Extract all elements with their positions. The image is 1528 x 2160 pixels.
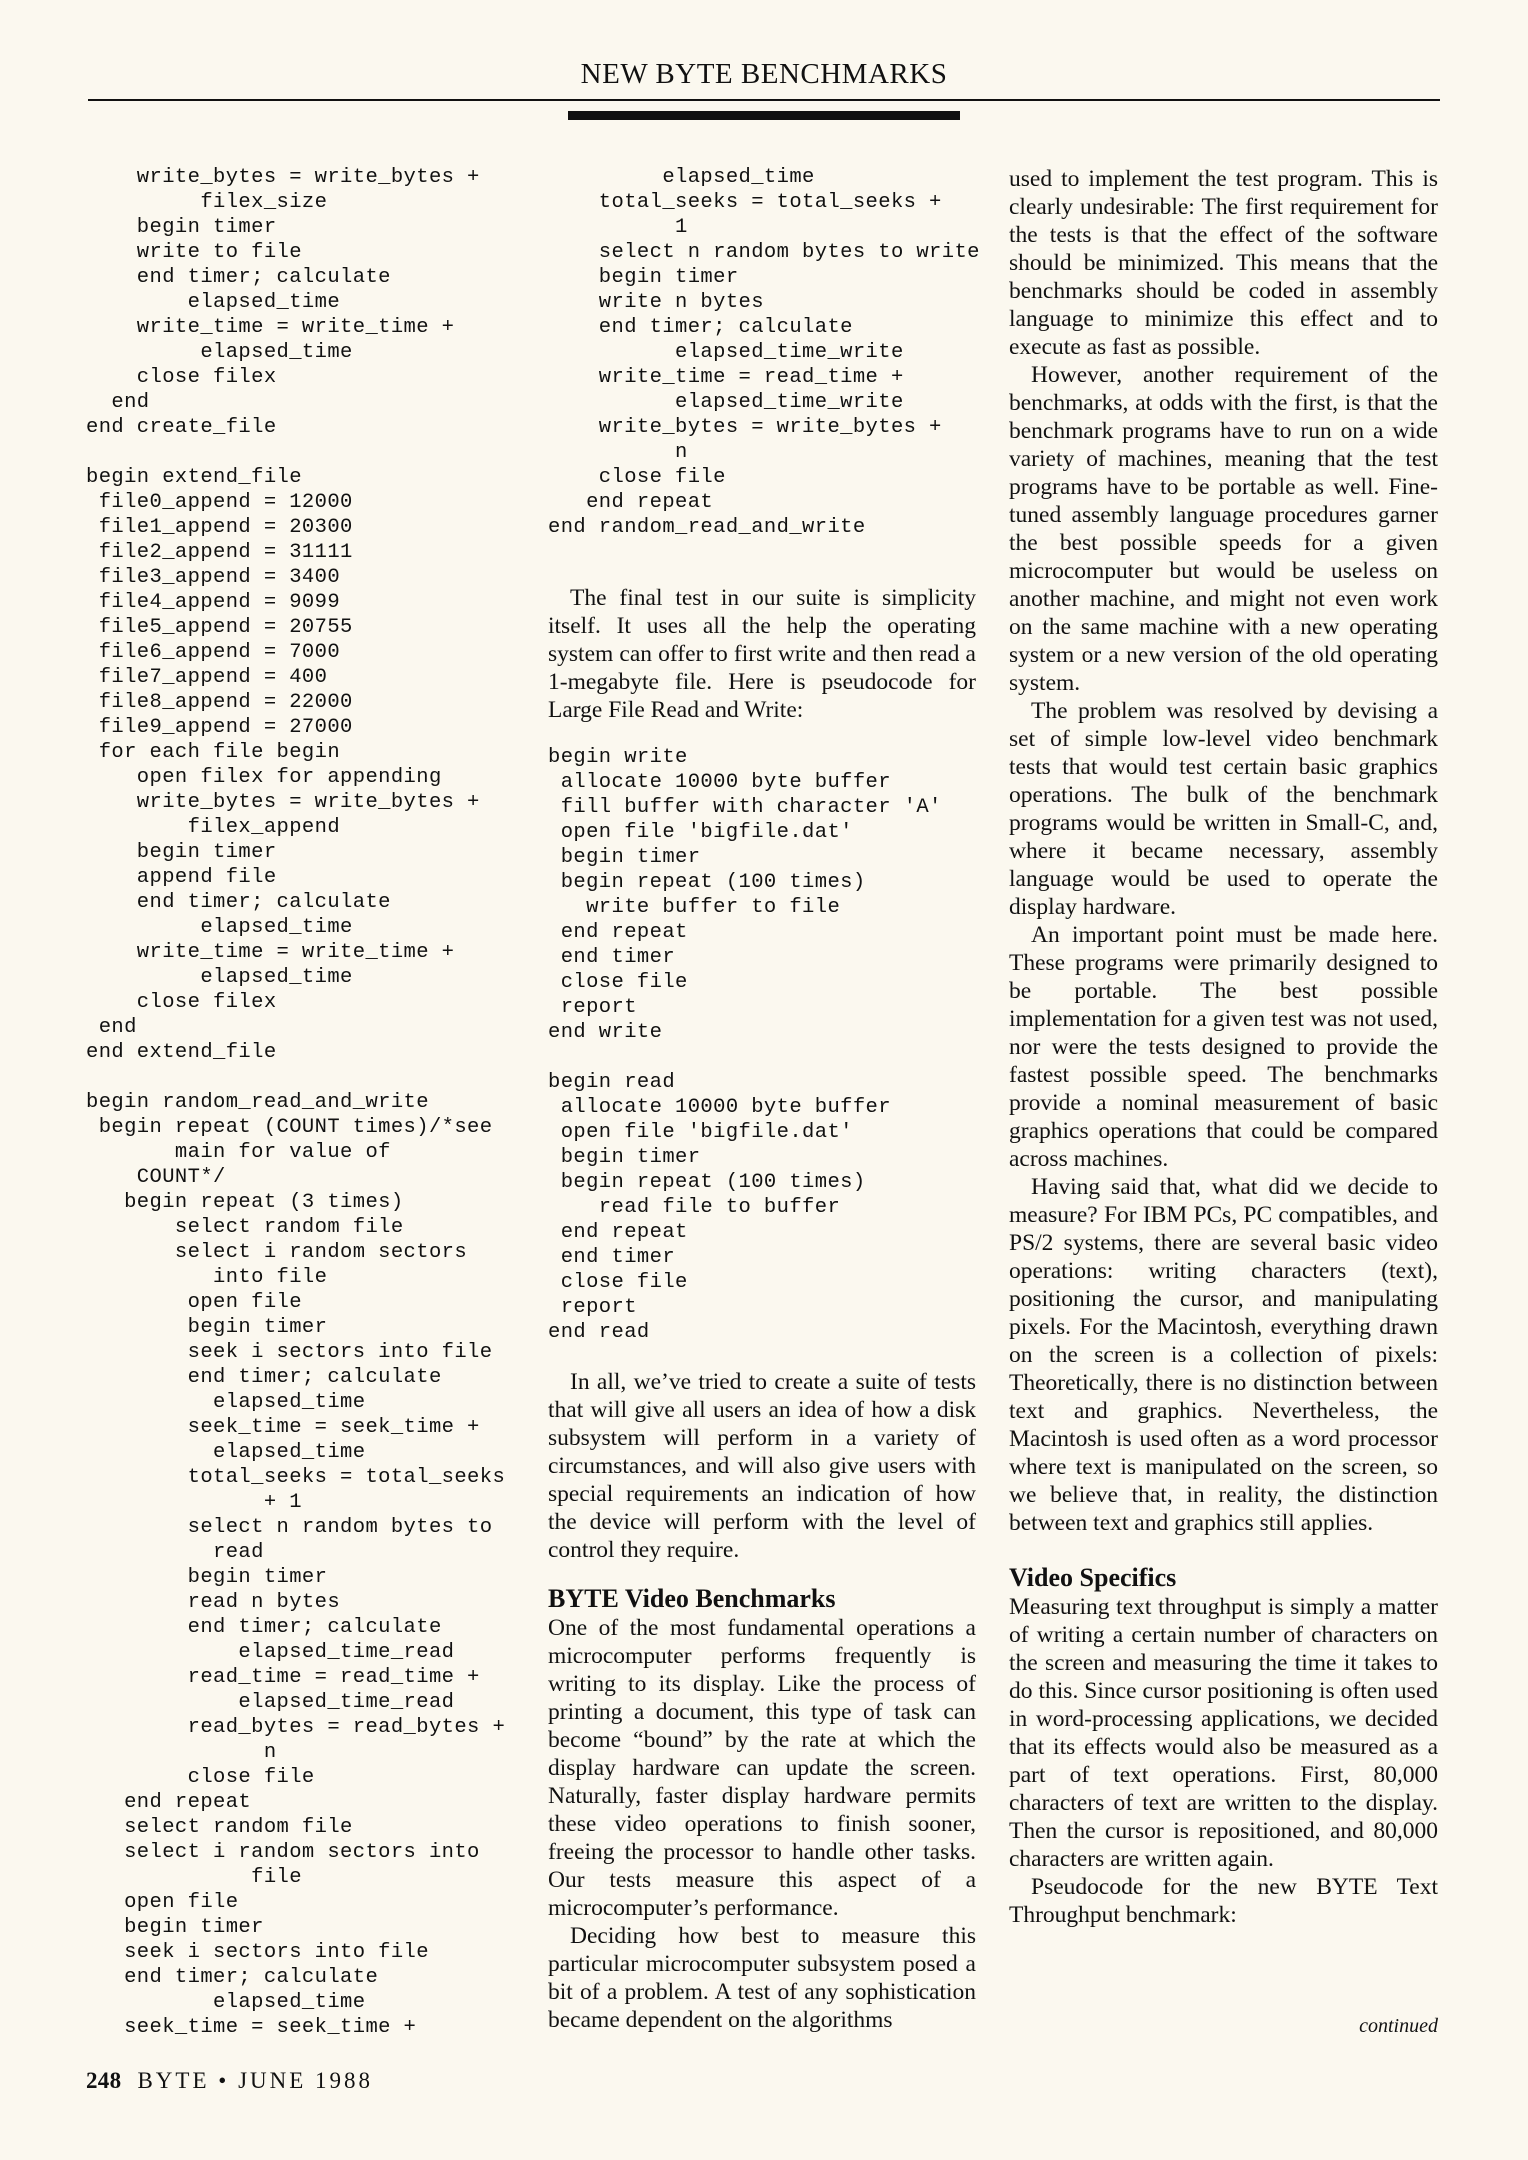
continued-note: continued [1359, 2015, 1438, 2037]
pseudocode-listing-middle-bottom: begin write allocate 10000 byte buffer fill buffer with character 'A' open file 'bigfile.dat' begin timer begin repeat (100 times) write buffer to file end repeat end timer close file report end write begin read allocate 10000 byte buffer open file 'bigfile.dat' begin timer begin repeat (100 times) read file to buffer end repeat end timer close file report end read [548, 746, 942, 1344]
paragraph: Having said that, what did we decide to measure? For IBM PCs, PC compatibles, and PS/2 systems, there are several basic video operations: writing characters (text), positioning the cursor, and manipulating pixels. For the Macintosh, everything drawn on the screen is a collection of pixels: Theoretically, there is no distinction between text and graphics. Nevertheless, the Macintosh is used often as a word processor where text is manipulated on the screen, so we believe that, in reality, the distinction between text and graphics still applies. [1009, 1174, 1438, 1536]
magazine-issue: BYTE • JUNE 1988 [137, 2068, 374, 2093]
paragraph: The problem was resolved by devising a set of simple low-level video benchmark tests that would test certain basic graphics operations. The bulk of the benchmark programs would be written in Small-C, and, where it became necessary, assembly language would be used to operate the display hardware. [1009, 698, 1438, 920]
header-rule [88, 99, 1440, 101]
paragraph: One of the most fundamental operations a microcomputer performs frequently is writing to its display. Like the process of printing a document, this type of task can become “bound” by the rate at which the display hardware can update the screen. Naturally, faster display hardware permits these video operations to finish sooner, freeing the processor to handle other tasks. Our tests measure this aspect of a microcomputer’s performance. [548, 1615, 976, 1921]
body-text-right [1009, 165, 1438, 1929]
page-footer [86, 2068, 373, 2094]
pseudocode-listing-left: write_bytes = write_bytes + filex_size begin timer write to file end timer; calculate elapsed_time write_time = write_time + elapsed_time close filex end end create_file begin extend_file file0_append = 12000 file1_append = 20300 file2_append = 31111 file3_append = 3400 file4_append = 9099 file5_append = 20755 file6_append = 7000 file7_append = 400 file8_append = 22000 file9_append = 27000 for each file begin open filex for appending write_bytes = write_bytes + filex_append begin timer append file end timer; calculate elapsed_time write_time = write_time + elapsed_time close filex end end extend_file begin random_read_and_write begin repeat (COUNT times)/*see main for value of COUNT*/ begin repeat (3 times) select random file select i random sectors into file open file begin timer seek i sectors into file end timer; calculate elapsed_time seek_time = seek_time + elapsed_time total_seeks = total_seeks + 1 select n random bytes to read begin timer read n bytes end timer; calculate elapsed_time_read read_time = read_time + elapsed_time_read read_bytes = read_bytes + n close file end repeat select random file select i random sectors into file open file begin timer seek i sectors into file end timer; calculate elapsed_time seek_time = seek_time + [86, 166, 506, 2039]
section-heading-video-benchmarks: BYTE Video Benchmarks [548, 1584, 836, 1613]
paragraph: However, another requirement of the benchmarks, at odds with the first, is that the benchmark programs have to run on a wide variety of machines, meaning that the test programs have to be portable as well. Fine-tuned assembly language procedures garner the best possible speeds for a given microcomputer but would be useless on another machine, and might not even work on the same machine with a new operating system or a new version of the old operating system. [1009, 362, 1438, 696]
header-bar [568, 111, 960, 120]
paragraph: Pseudocode for the new BYTE Text Throughput benchmark: [1009, 1874, 1438, 1928]
pseudocode-listing-middle-top: elapsed_time total_seeks = total_seeks + 1 select n random bytes to write begin timer write n bytes end timer; calculate elapsed_time_write write_time = read_time + elapsed_time_write write_bytes = write_bytes + n close file end repeat end random_read_and_write [548, 166, 980, 539]
page-number: 248 [86, 2068, 122, 2093]
paragraph: The final test in our suite is simplicity itself. It uses all the help the operating system can offer to first write and then read a 1-megabyte file. Here is pseudocode for Large File Read and Write: [548, 585, 976, 723]
body-text-middle [548, 1368, 976, 2034]
body-text-middle-intro [548, 584, 976, 724]
paragraph: Deciding how best to measure this particular microcomputer subsystem posed a bit of a problem. A test of any sophistication became dependent on the algorithms [548, 1923, 976, 2033]
paragraph: Measuring text throughput is simply a matter of writing a certain number of characters on the screen and measuring the time it takes to do this. Since cursor positioning is often used in word-processing applications, we decided that its effects would also be measured as a part of text operations. First, 80,000 characters of text are written to the display. Then the cursor is repositioned, and 80,000 characters are written again. [1009, 1594, 1438, 1872]
paragraph: In all, we’ve tried to create a suite of tests that will give all users an idea of how a disk subsystem will perform in a variety of circumstances, and will also give users with special requirements an indication of how the device will perform with the level of control they require. [548, 1369, 976, 1563]
paragraph: An important point must be made here. These programs were primarily designed to be portable. The best possible implementation for a given test was not used, nor were the tests designed to provide the fastest possible speed. The benchmarks provide a nominal measurement of basic graphics operations that could be compared across machines. [1009, 922, 1438, 1172]
running-header: NEW BYTE BENCHMARKS [580, 58, 948, 90]
paragraph: used to implement the test program. This is clearly undesirable: The first requirement for the tests is that the effect of the software should be minimized. This means that the benchmarks should be coded in assembly language to minimize this effect and to execute as fast as possible. [1009, 166, 1438, 360]
section-heading-video-specifics: Video Specifics [1009, 1563, 1177, 1592]
